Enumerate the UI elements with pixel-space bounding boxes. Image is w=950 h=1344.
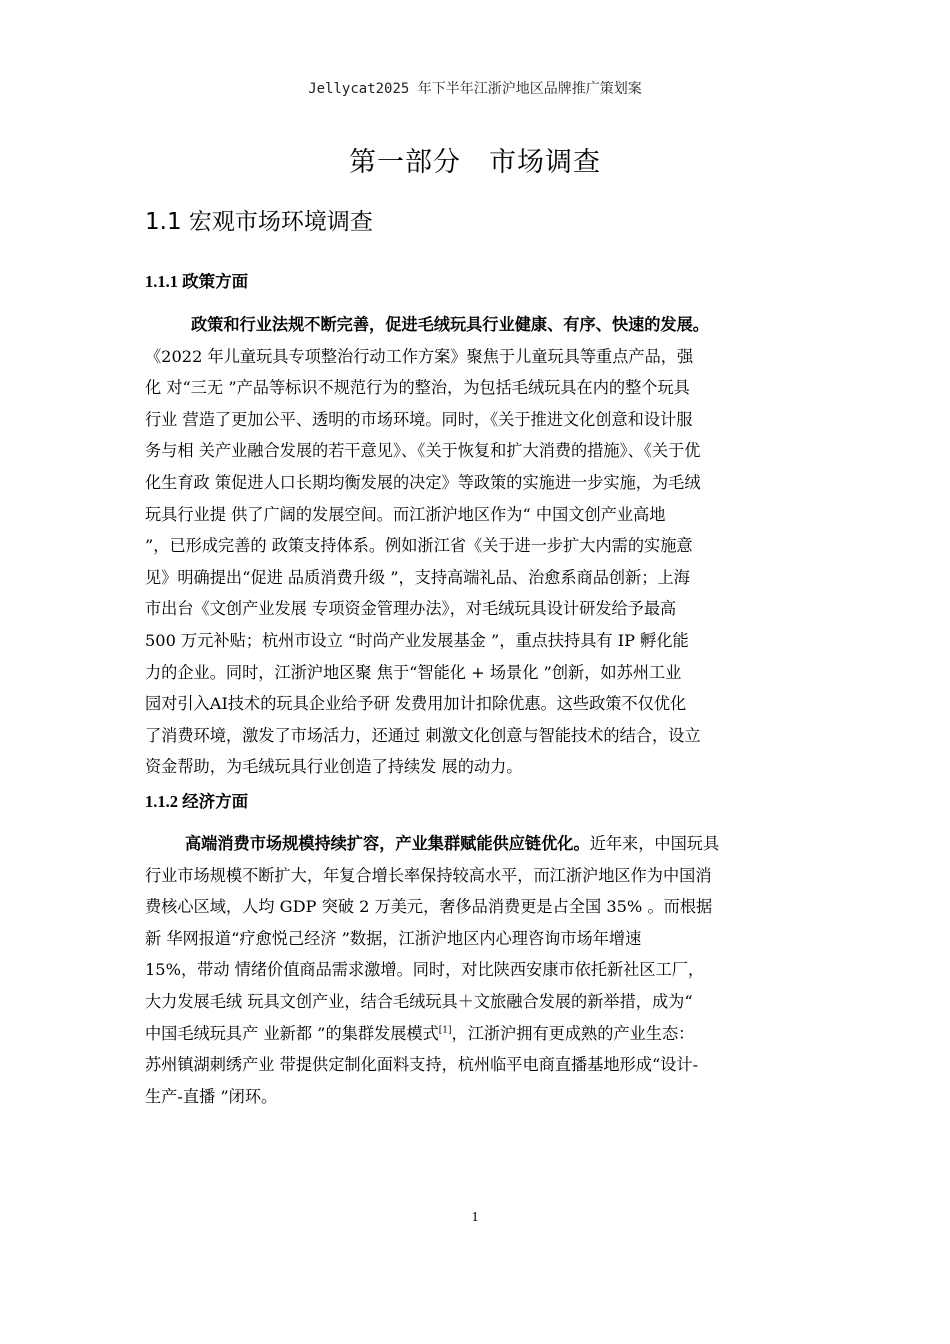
paragraph-line: 500 万元补贴；杭州市设立 “时尚产业发展基金 ”，重点扶持具有 IP 孵化能: [145, 630, 689, 650]
subsection-heading-economy: 1.1.2 经济方面: [145, 792, 249, 811]
paragraph-line: 新 华网报道“疗愈悦己经济 ”数据，江浙沪地区内心理咨询市场年增速: [145, 928, 642, 948]
paragraph-economy: [145, 828, 809, 1112]
paragraph-line: 费核心区域，人均 GDP 突破 2 万美元，奢侈品消费更是占全国 35% 。而根据: [145, 897, 713, 917]
paragraph-line: 行业市场规模不断扩大，年复合增长率保持较高水平，而江浙沪地区作为中国消: [145, 865, 712, 885]
paragraph-line: 玩具行业提 供了广阔的发展空间。而江浙沪地区作为“ 中国文创产业高地: [145, 504, 666, 524]
paragraph-line: 园对引入AI技术的玩具企业给予研 发费用加计扣除优惠。这些政策不仅优化: [145, 694, 687, 714]
section-title: 1.1 宏观市场环境调查: [145, 209, 373, 235]
paragraph-first-line: [145, 828, 809, 860]
paragraph-line: 行业 营造了更加公平、透明的市场环境。同时，《关于推进文化创意和设计服: [145, 409, 693, 429]
paragraph-lead: 高端消费市场规模持续扩容，产业集群赋能供应链优化。: [185, 834, 590, 853]
paragraph-line: 了消费环境，激发了市场活力，还通过 刺激文化创意与智能技术的结合，设立: [145, 725, 701, 745]
paragraph-line: 《2022 年儿童玩具专项整治行动工作方案》聚焦于儿童玩具等重点产品，强: [145, 346, 694, 366]
subsection-heading-policy: 1.1.1 政策方面: [145, 272, 249, 291]
page-number: 1: [471, 1210, 479, 1225]
paragraph-line: 化 对“三无 ”产品等标识不规范行为的整治，为包括毛绒玩具在内的整个玩具: [145, 378, 690, 398]
paragraph-line: 15%，带动 情绪价值商品需求激增。同时，对比陕西安康市依托新社区工厂，: [145, 960, 705, 980]
paragraph-lead: 政策和行业法规不断完善，促进毛绒玩具行业健康、有序、快速的发展。: [191, 315, 709, 334]
paragraph-policy: [145, 309, 809, 783]
paragraph-line-with-reference: [145, 1018, 809, 1050]
reference-context-before: 中国毛绒玩具产 业新都 ”的集群发展模式: [145, 1023, 439, 1043]
paragraph-line: 力的企业。同时，江浙沪地区聚 焦于“智能化 + 场景化 ”创新，如苏州工业: [145, 662, 682, 682]
reference-mark[interactable]: [1]: [438, 1025, 452, 1036]
paragraph-line: 化生育政 策促进人口长期均衡发展的决定》等政策的实施进一步实施，为毛绒: [145, 472, 701, 492]
paragraph-line: 市出台《文创产业发展 专项资金管理办法》，对毛绒玩具设计研发给予最高: [145, 599, 677, 619]
reference-context-after: ，江浙沪拥有更成熟的产业生态：: [451, 1023, 695, 1043]
paragraph-lead-rest: 近年来，中国玩具: [589, 834, 720, 853]
paragraph-line: 务与相 关产业融合发展的若干意见》、《关于恢复和扩大消费的措施》、《关于优: [145, 441, 701, 461]
paragraph-line: 大力发展毛绒 玩具文创产业，结合毛绒玩具＋文旅融合发展的新举措，成为“: [145, 991, 693, 1011]
paragraph-line: 苏州镇湖刺绣产业 带提供定制化面料支持，杭州临平电商直播基地形成“设计-: [145, 1055, 699, 1075]
paragraph-line: 资金帮助，为毛绒玩具行业创造了持续发 展的动力。: [145, 757, 523, 777]
paragraph-line: 生产-直播 ”闭环。: [145, 1086, 278, 1106]
paragraph-line: 见》明确提出“促进 品质消费升级 ”，支持高端礼品、治愈系商品创新；上海: [145, 567, 690, 587]
running-header: Jellycat2025 年下半年江浙沪地区品牌推广策划案: [308, 81, 642, 97]
paragraph-line: ”，已形成完善的 政策支持体系。例如浙江省《关于进一步扩大内需的实施意: [145, 536, 693, 556]
chapter-title: 第一部分 市场调查: [349, 147, 601, 178]
